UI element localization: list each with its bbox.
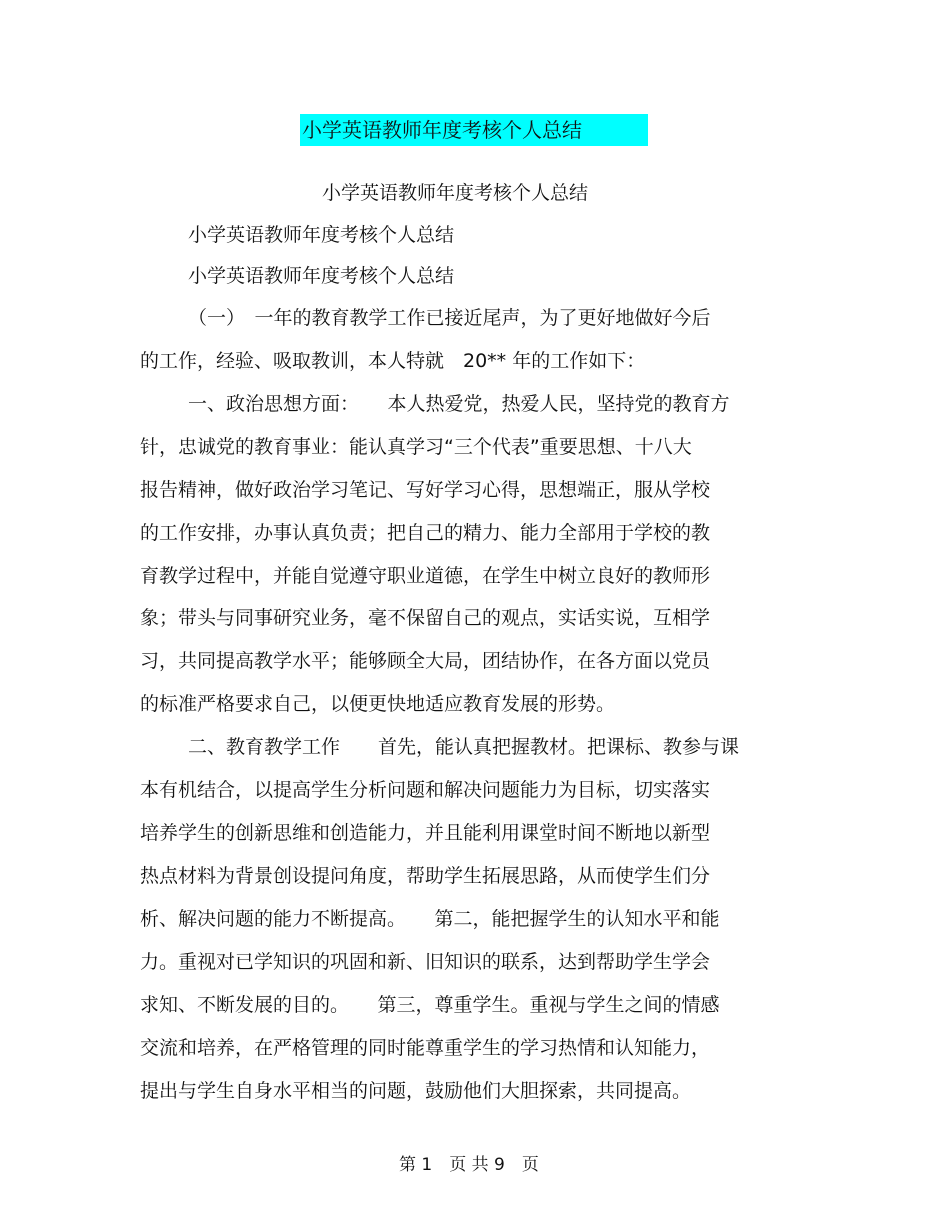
body-line: 针，忠诚党的教育事业：能认真学习“三个代表”重要思想、十八大 xyxy=(140,436,692,458)
body-line: 报告精神，做好政治学习笔记、写好学习心得，思想端正，服从学校 xyxy=(140,479,711,501)
body-line: 二、教育教学工作 首先，能认真把握教材。把课标、教参与课 xyxy=(188,736,740,758)
body-line: 交流和培养，在严格管理的同时能尊重学生的学习热情和认知能力， xyxy=(140,1037,711,1059)
body-line: 求知、不断发展的目的。 第三，尊重学生。重视与学生之间的情感 xyxy=(140,994,720,1016)
body-line: 力。重视对已学知识的巩固和新、旧知识的联系，达到帮助学生学会 xyxy=(140,951,711,973)
page-footer: 第 1 页 共 9 页 xyxy=(399,1155,539,1175)
body-line: 培养学生的创新思维和创造能力，并且能利用课堂时间不断地以新型 xyxy=(140,822,711,844)
document-title: 小学英语教师年度考核个人总结 xyxy=(302,118,582,142)
body-line: 本有机结合，以提高学生分析问题和解决问题能力为目标，切实落实 xyxy=(140,779,711,801)
heading-line: 小学英语教师年度考核个人总结 xyxy=(188,224,455,246)
body-line: 育教学过程中，并能自觉遵守职业道德，在学生中树立良好的教师形 xyxy=(140,565,711,587)
body-line: 析、解决问题的能力不断提高。 第二，能把握学生的认知水平和能 xyxy=(140,908,720,930)
body-line: 的标准严格要求自己，以便更快地适应教育发展的形势。 xyxy=(140,693,616,715)
body-line: 热点材料为背景创设提问角度，帮助学生拓展思路，从而使学生们分 xyxy=(140,865,711,887)
body-line: 一、政治思想方面： 本人热爱党，热爱人民，坚持党的教育方 xyxy=(188,393,730,415)
body-line: 的工作，经验、吸取教训，本人特就 20** 年的工作如下： xyxy=(140,350,646,372)
body-line: 的工作安排，办事认真负责；把自己的精力、能力全部用于学校的教 xyxy=(140,522,711,544)
body-line: 象；带头与同事研究业务，毫不保留自己的观点，实话实说，互相学 xyxy=(140,607,711,629)
heading-line: 小学英语教师年度考核个人总结 xyxy=(188,265,455,287)
body-line: 提出与学生自身水平相当的问题，鼓励他们大胆探索，共同提高。 xyxy=(140,1080,692,1102)
subtitle-line: 小学英语教师年度考核个人总结 xyxy=(322,182,589,204)
body-line: 习，共同提高教学水平；能够顾全大局，团结协作，在各方面以党员 xyxy=(140,650,711,672)
body-line: （一） 一年的教育教学工作已接近尾声，为了更好地做好今后 xyxy=(188,307,711,329)
